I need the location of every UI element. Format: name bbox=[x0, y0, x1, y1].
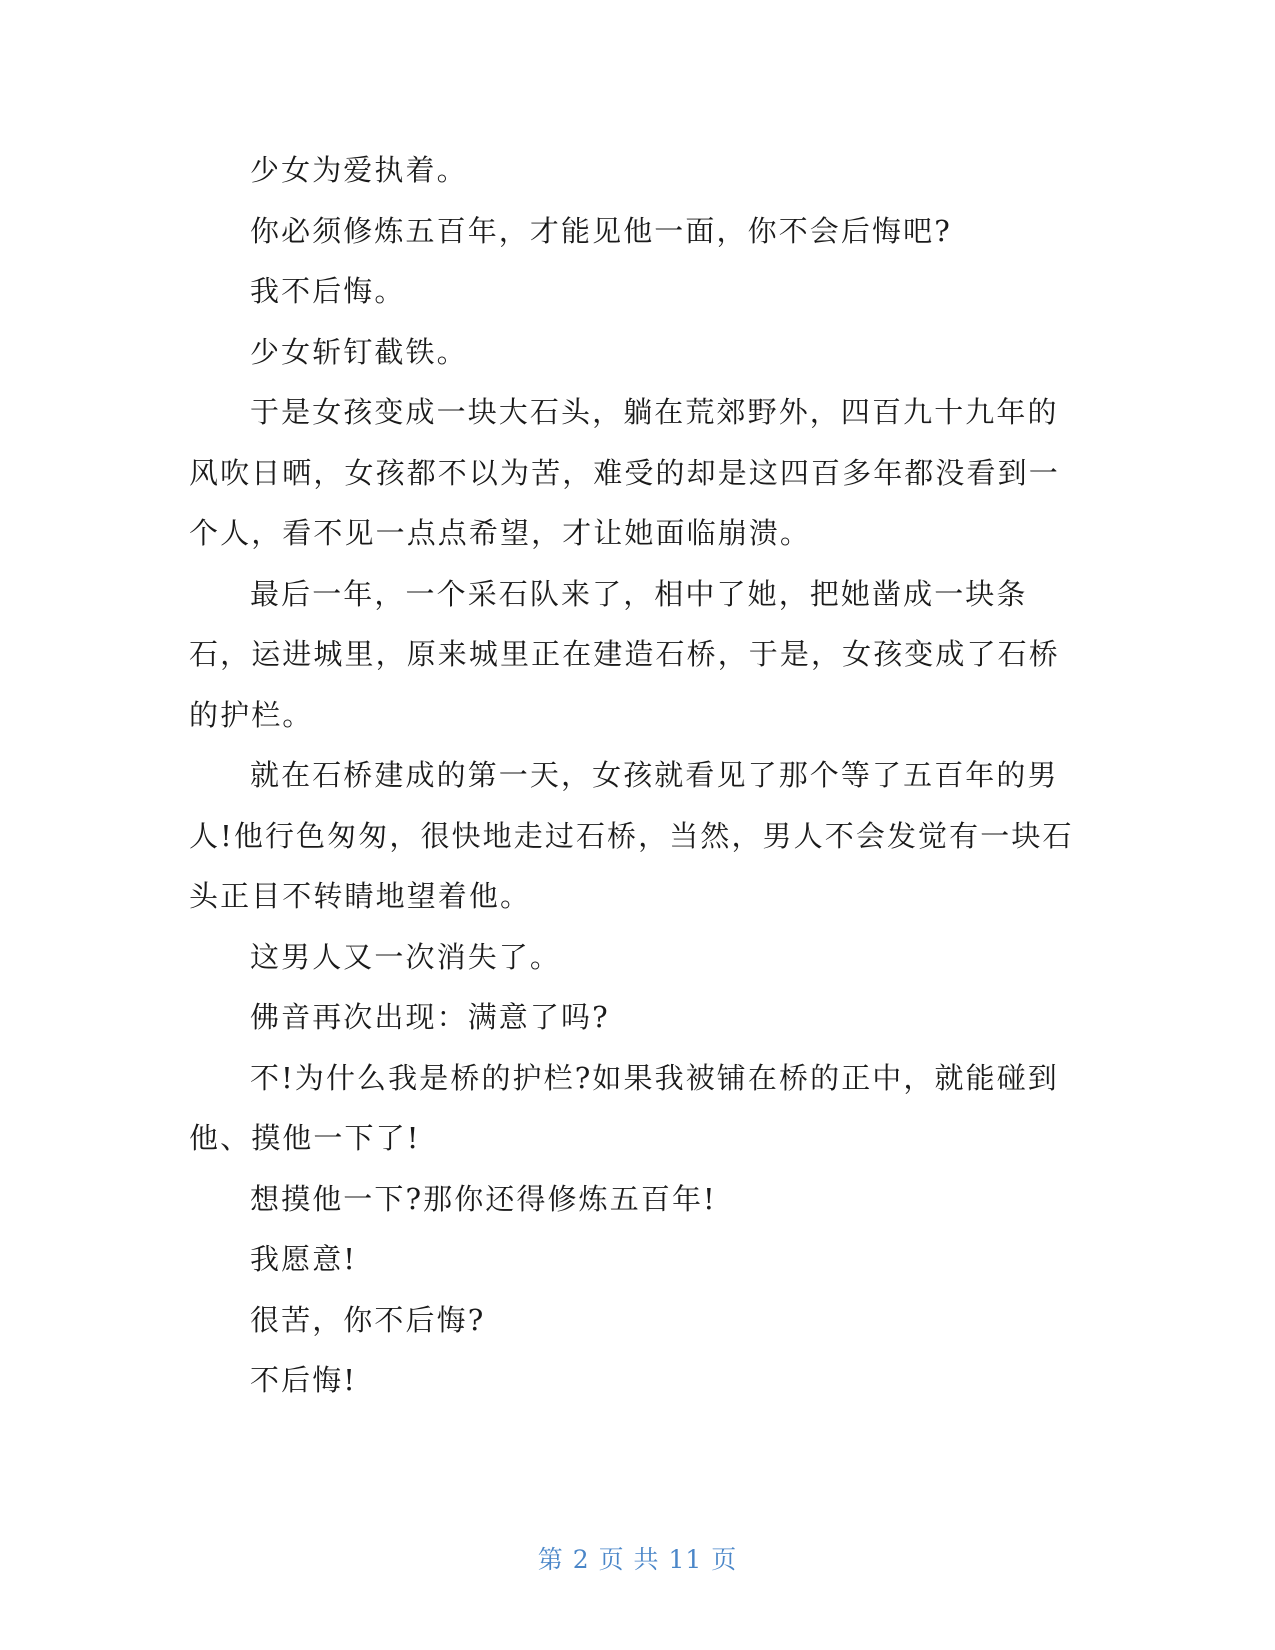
paragraph: 你必须修炼五百年，才能见他一面，你不会后悔吧? bbox=[250, 213, 952, 248]
page-number-footer: 第 2 页 共 11 页 bbox=[537, 1545, 738, 1574]
paragraph: 于是女孩变成一块大石头，躺在荒郊野外，四百九十九年的风吹日晒，女孩都不以为苦，难受的却是这四百多年都没看到一个人，看不见一点点希望，才让她面临崩溃。 bbox=[189, 395, 1060, 550]
paragraph: 就在石桥建成的第一天，女孩就看见了那个等了五百年的男人!他行色匆匆，很快地走过石桥，当然，男人不会发觉有一块石头正目不转睛地望着他。 bbox=[189, 758, 1074, 913]
paragraph: 这男人又一次消失了。 bbox=[250, 939, 562, 974]
paragraph: 很苦，你不后悔? bbox=[250, 1302, 486, 1337]
paragraph: 我愿意! bbox=[250, 1242, 358, 1276]
paragraph: 不!为什么我是桥的护栏?如果我被铺在桥的正中，就能碰到他、摸他一下了! bbox=[189, 1060, 1059, 1155]
document-body bbox=[189, 140, 1074, 1411]
paragraph: 不后悔! bbox=[250, 1363, 358, 1397]
paragraph: 少女为爱执着。 bbox=[250, 153, 468, 187]
paragraph: 佛音再次出现：满意了吗? bbox=[250, 1000, 610, 1034]
paragraph: 最后一年，一个采石队来了，相中了她，把她凿成一块条石，运进城里，原来城里正在建造石桥，于是，女孩变成了石桥的护栏。 bbox=[189, 576, 1060, 732]
paragraph: 我不后悔。 bbox=[250, 274, 406, 308]
paragraph: 想摸他一下?那你还得修炼五百年! bbox=[250, 1181, 717, 1216]
paragraph: 少女斩钉截铁。 bbox=[250, 334, 468, 369]
